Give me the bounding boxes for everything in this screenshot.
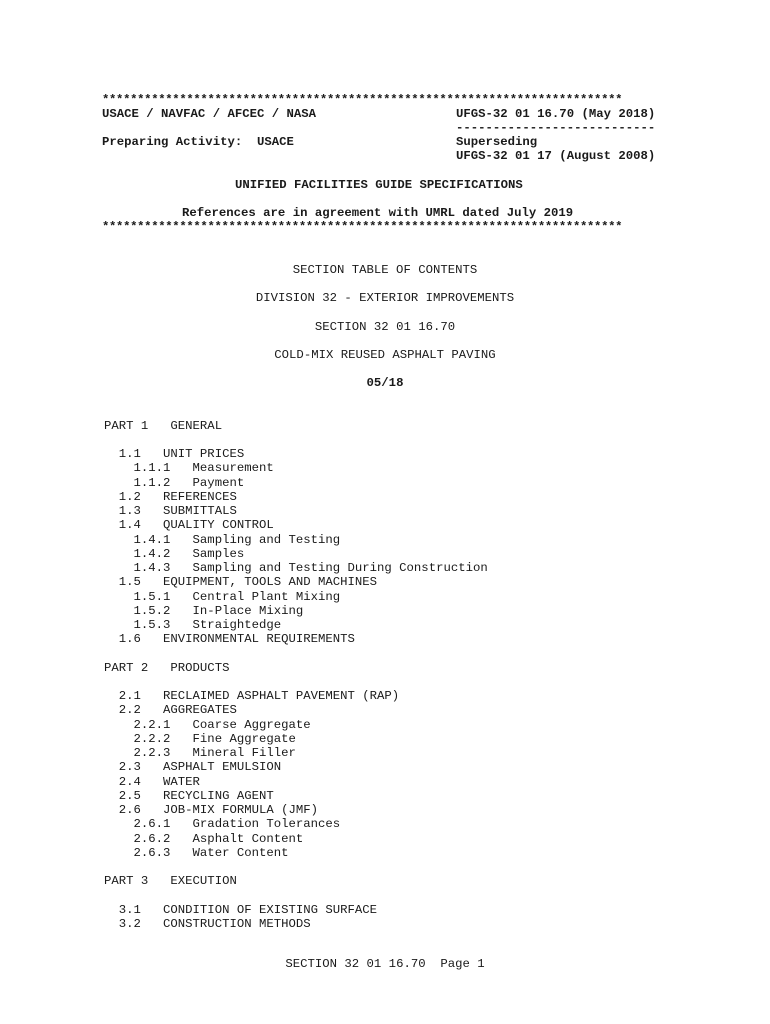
toc-entry: 1.6 ENVIRONMENTAL REQUIREMENTS — [104, 632, 355, 646]
division-title: DIVISION 32 - EXTERIOR IMPROVEMENTS — [255, 291, 515, 305]
page-footer: SECTION 32 01 16.70 Page 1 — [285, 957, 485, 971]
section-date: 05/18 — [366, 376, 404, 390]
toc-entry: 1.4.3 Sampling and Testing During Construction — [104, 561, 488, 575]
toc-entry: 2.4 WATER — [104, 775, 200, 789]
agencies-label: USACE / NAVFAC / AFCEC / NASA — [102, 107, 317, 121]
toc-entry: 2.6.3 Water Content — [104, 846, 289, 860]
toc-title: SECTION TABLE OF CONTENTS — [292, 263, 478, 277]
preparing-activity: Preparing Activity: USACE — [102, 135, 294, 149]
spec-id-underline: --------------------------- — [456, 121, 656, 135]
toc-entry: 1.4.1 Sampling and Testing — [104, 533, 341, 547]
toc-entry: 3.2 CONSTRUCTION METHODS — [104, 917, 311, 931]
references-note: References are in agreement with UMRL dated July 2019 — [182, 206, 574, 220]
header-star-rule-top: ************************************************************************** — [102, 93, 623, 107]
toc-entry: 1.4 QUALITY CONTROL — [104, 518, 274, 532]
superseding-label: Superseding — [456, 135, 538, 149]
toc-part-heading: PART 1 GENERAL — [104, 419, 223, 433]
toc-part-heading: PART 2 PRODUCTS — [104, 661, 230, 675]
toc-entry: 1.1.1 Measurement — [104, 461, 274, 475]
toc-entry: 1.5.3 Straightedge — [104, 618, 282, 632]
toc-entry: 2.2.3 Mineral Filler — [104, 746, 296, 760]
toc-entry: 1.1.2 Payment — [104, 476, 245, 490]
toc-entry: 1.5.2 In-Place Mixing — [104, 604, 304, 618]
header-star-rule-bottom: ************************************************************************** — [102, 220, 623, 234]
guide-title: UNIFIED FACILITIES GUIDE SPECIFICATIONS — [235, 178, 523, 192]
toc-entry: 1.4.2 Samples — [104, 547, 245, 561]
section-subject: COLD-MIX REUSED ASPHALT PAVING — [274, 348, 496, 362]
toc-entry: 2.2.1 Coarse Aggregate — [104, 718, 311, 732]
toc-entry: 1.3 SUBMITTALS — [104, 504, 237, 518]
toc-entry: 2.6.1 Gradation Tolerances — [104, 817, 341, 831]
toc-entry: 2.2 AGGREGATES — [104, 703, 237, 717]
toc-entry: 2.6.2 Asphalt Content — [104, 832, 304, 846]
toc-part-heading: PART 3 EXECUTION — [104, 874, 237, 888]
toc-entry: 1.2 REFERENCES — [104, 490, 237, 504]
toc-entry: 2.1 RECLAIMED ASPHALT PAVEMENT (RAP) — [104, 689, 400, 703]
toc-entry: 2.3 ASPHALT EMULSION — [104, 760, 282, 774]
toc-entry: 2.6 JOB-MIX FORMULA (JMF) — [104, 803, 319, 817]
section-number: SECTION 32 01 16.70 — [314, 320, 456, 334]
spec-id: UFGS-32 01 16.70 (May 2018) — [456, 107, 656, 121]
toc-entry: 2.5 RECYCLING AGENT — [104, 789, 274, 803]
toc-entry: 3.1 CONDITION OF EXISTING SURFACE — [104, 903, 378, 917]
superseded-spec: UFGS-32 01 17 (August 2008) — [456, 149, 656, 163]
toc-entry: 1.1 UNIT PRICES — [104, 447, 245, 461]
toc-entry: 2.2.2 Fine Aggregate — [104, 732, 296, 746]
toc-entry: 1.5 EQUIPMENT, TOOLS AND MACHINES — [104, 575, 378, 589]
toc-entry: 1.5.1 Central Plant Mixing — [104, 590, 341, 604]
